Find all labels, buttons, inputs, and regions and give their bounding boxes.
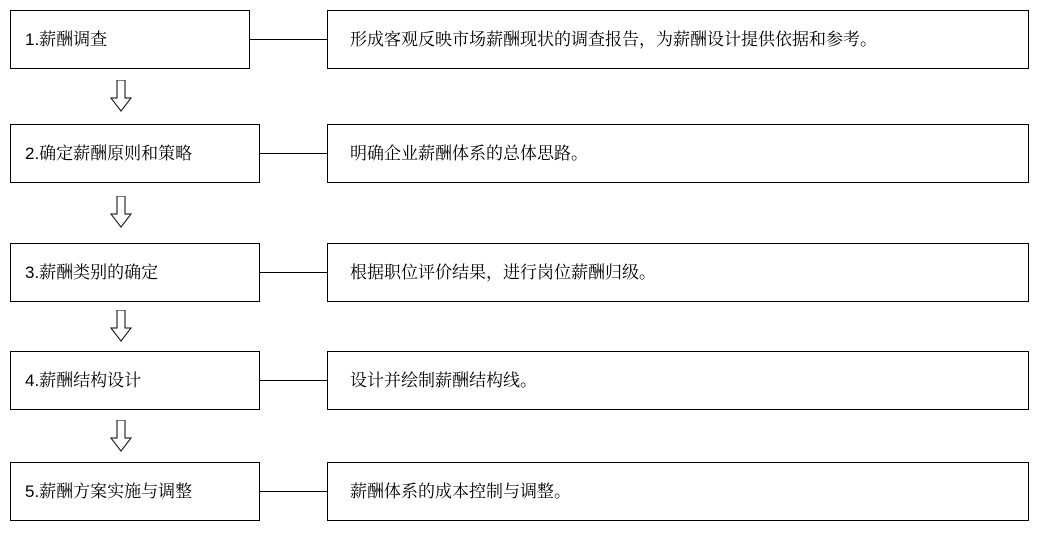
step-label-1: 1.薪酬调查 <box>25 29 108 49</box>
step-label-4: 4.薪酬结构设计 <box>25 370 142 390</box>
step-box-3[interactable] <box>10 243 260 302</box>
arrow-down-icon-2 <box>110 196 132 228</box>
step-label-2: 2.确定薪酬原则和策略 <box>25 143 193 163</box>
connector-line-1 <box>250 39 327 40</box>
description-label-2: 明确企业薪酬体系的总体思路。 <box>350 143 588 163</box>
step-label-3: 3.薪酬类别的确定 <box>25 262 159 282</box>
description-box-3[interactable] <box>327 243 1029 302</box>
description-label-5: 薪酬体系的成本控制与调整。 <box>350 481 571 501</box>
step-label-5: 5.薪酬方案实施与调整 <box>25 481 193 501</box>
step-box-1[interactable] <box>10 10 250 69</box>
connector-line-4 <box>260 380 327 381</box>
description-box-5[interactable] <box>327 462 1029 521</box>
description-label-1: 形成客观反映市场薪酬现状的调查报告，为薪酬设计提供依据和参考。 <box>350 29 877 49</box>
step-box-4[interactable] <box>10 351 260 410</box>
connector-line-2 <box>260 153 327 154</box>
description-label-3: 根据职位评价结果，进行岗位薪酬归级。 <box>350 262 656 282</box>
step-box-2[interactable] <box>10 124 260 183</box>
description-label-4: 设计并绘制薪酬结构线。 <box>350 370 537 390</box>
connector-line-3 <box>260 272 327 273</box>
description-box-4[interactable] <box>327 351 1029 410</box>
description-box-1[interactable] <box>327 10 1029 69</box>
arrow-down-icon-4 <box>110 420 132 452</box>
connector-line-5 <box>260 491 327 492</box>
arrow-down-icon-3 <box>110 310 132 342</box>
arrow-down-icon-1 <box>110 80 132 112</box>
step-box-5[interactable] <box>10 462 260 521</box>
description-box-2[interactable] <box>327 124 1029 183</box>
